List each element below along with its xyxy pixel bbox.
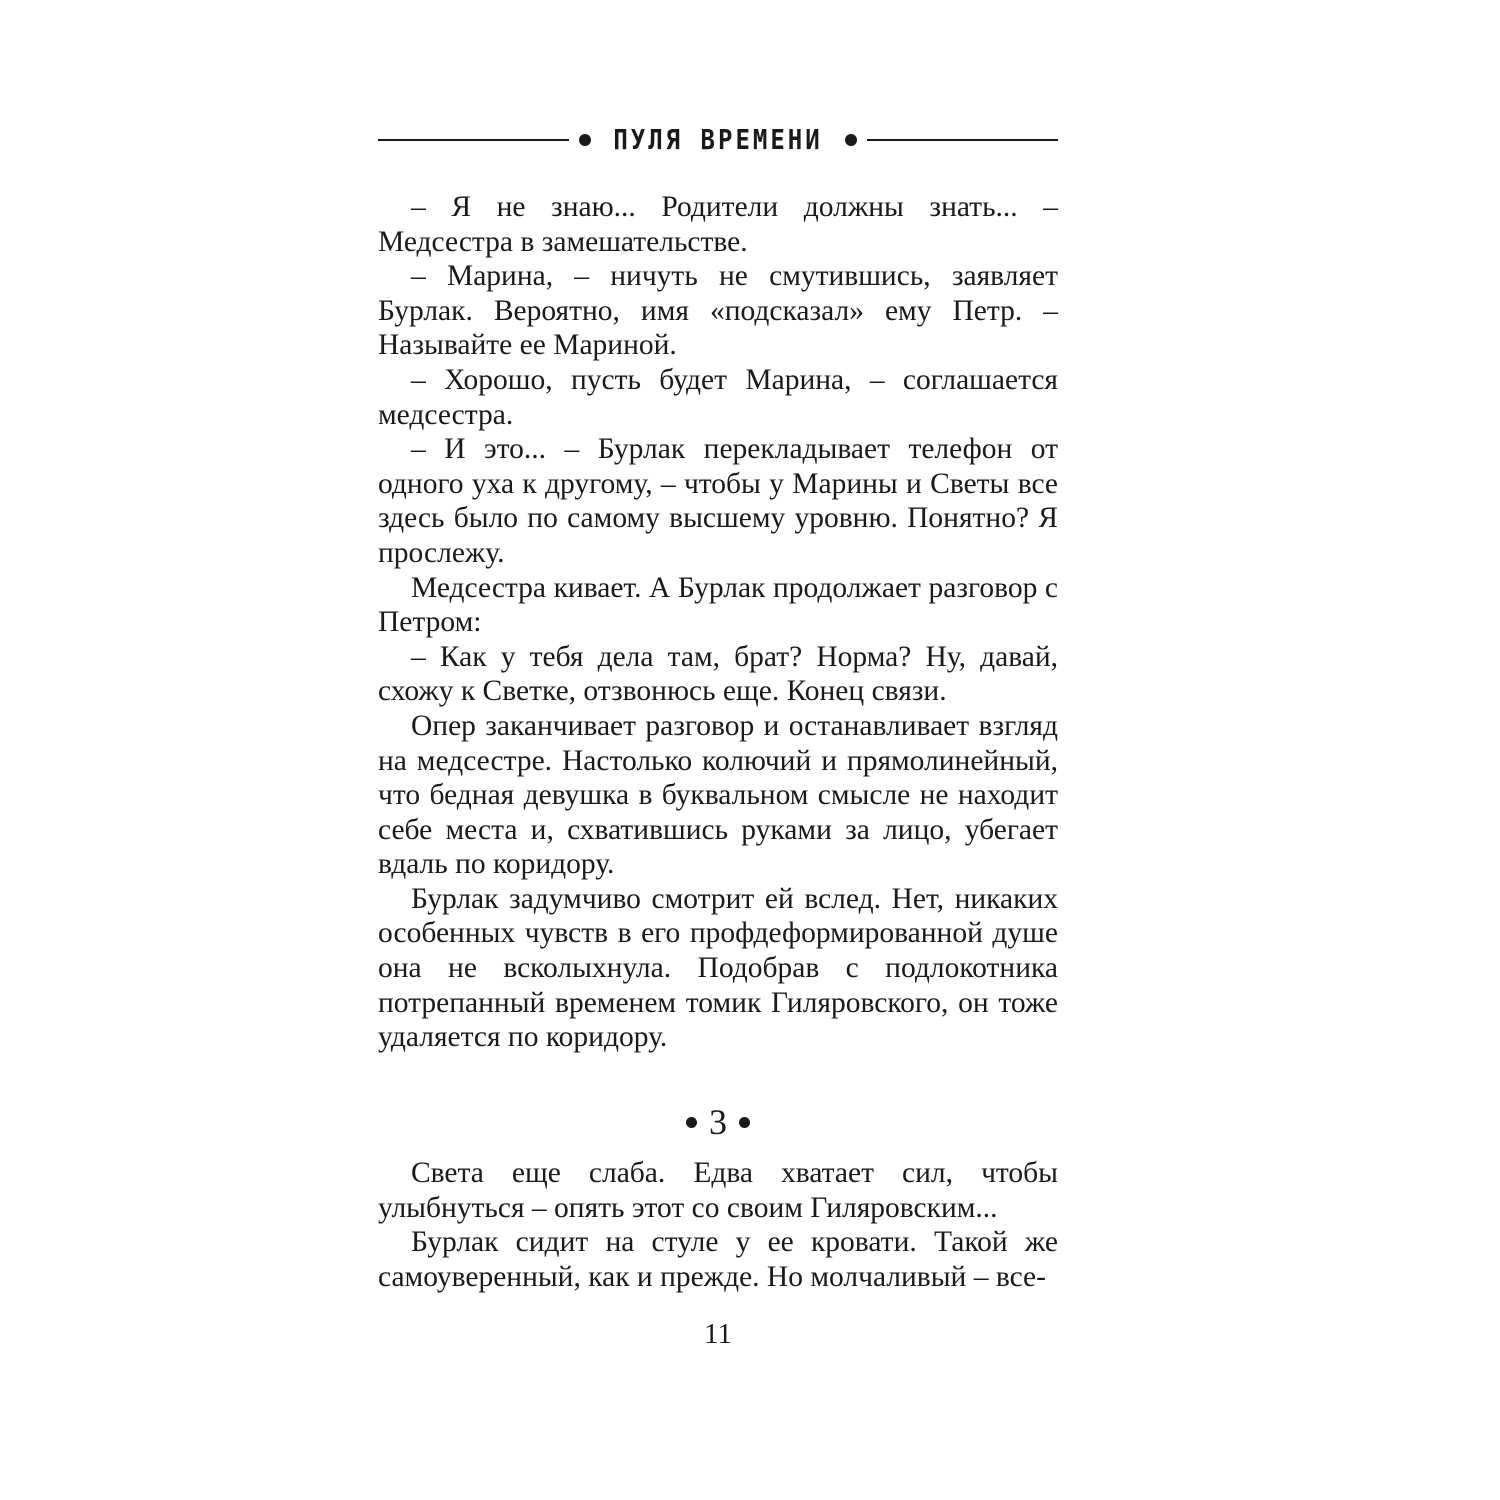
- page-number: 11: [704, 1318, 732, 1350]
- running-title: ПУЛЯ ВРЕМЕНИ: [613, 123, 823, 157]
- header-bullet-left-icon: [579, 134, 591, 146]
- paragraph: Опер заканчивает разговор и останавливает взгляд на медсестре. Настолько колючий и прямолинейный, что бедная девушка в буквальном смысле не находит себе места и, схватившись руками за лицо, убегает вдаль по коридору.: [378, 709, 1058, 881]
- paragraph: Бурлак сидит на стуле у ее кровати. Такой же самоуверенный, как и прежде. Но молчаливый – все-: [378, 1226, 1058, 1293]
- paragraph: – Марина, – ничуть не смутившись, заявляет Бурлак. Вероятно, имя «подсказал» ему Петр. – Называйте ее Мариной.: [378, 260, 1058, 362]
- section-heading: [378, 1100, 1058, 1144]
- paragraph: – Как у тебя дела там, брат? Норма? Ну, давай, схожу к Светке, отзвонюсь еще. Конец связи.: [378, 640, 1058, 708]
- header-rule-left: [378, 139, 569, 141]
- body-text-before-section: [378, 190, 1058, 1055]
- section-bullet-right-icon: [739, 1117, 750, 1128]
- paragraph: Света еще слаба. Едва хватает сил, чтобы улыбнуться – опять этот со своим Гиляровским...: [378, 1157, 1058, 1224]
- body-text-after-section: [378, 1156, 1058, 1294]
- running-head: [378, 120, 1058, 160]
- header-bullet-right-icon: [845, 134, 857, 146]
- paragraph: Бурлак задумчиво смотрит ей вслед. Нет, никаких особенных чувств в его профдеформированной душе она не всколыхнула. Подобрав с подлокотника потрепанный временем томик Гиляровского, он тоже удаляется по коридору.: [378, 882, 1058, 1054]
- paragraph: Медсестра кивает. А Бурлак продолжает разговор с Петром:: [378, 571, 1058, 639]
- paragraph: – Я не знаю... Родители должны знать... – Медсестра в замешательстве.: [378, 191, 1058, 258]
- header-rule-right: [867, 139, 1058, 141]
- paragraph: – И это... – Бурлак перекладывает телефон от одного уха к другому, – чтобы у Марины и Светы все здесь было по самому высшему уровню. Понятно? Я прослежу.: [378, 433, 1058, 569]
- section-bullet-left-icon: [686, 1117, 697, 1128]
- section-number: 3: [709, 1102, 727, 1142]
- paragraph: – Хорошо, пусть будет Марина, – соглашается медсестра.: [378, 363, 1058, 431]
